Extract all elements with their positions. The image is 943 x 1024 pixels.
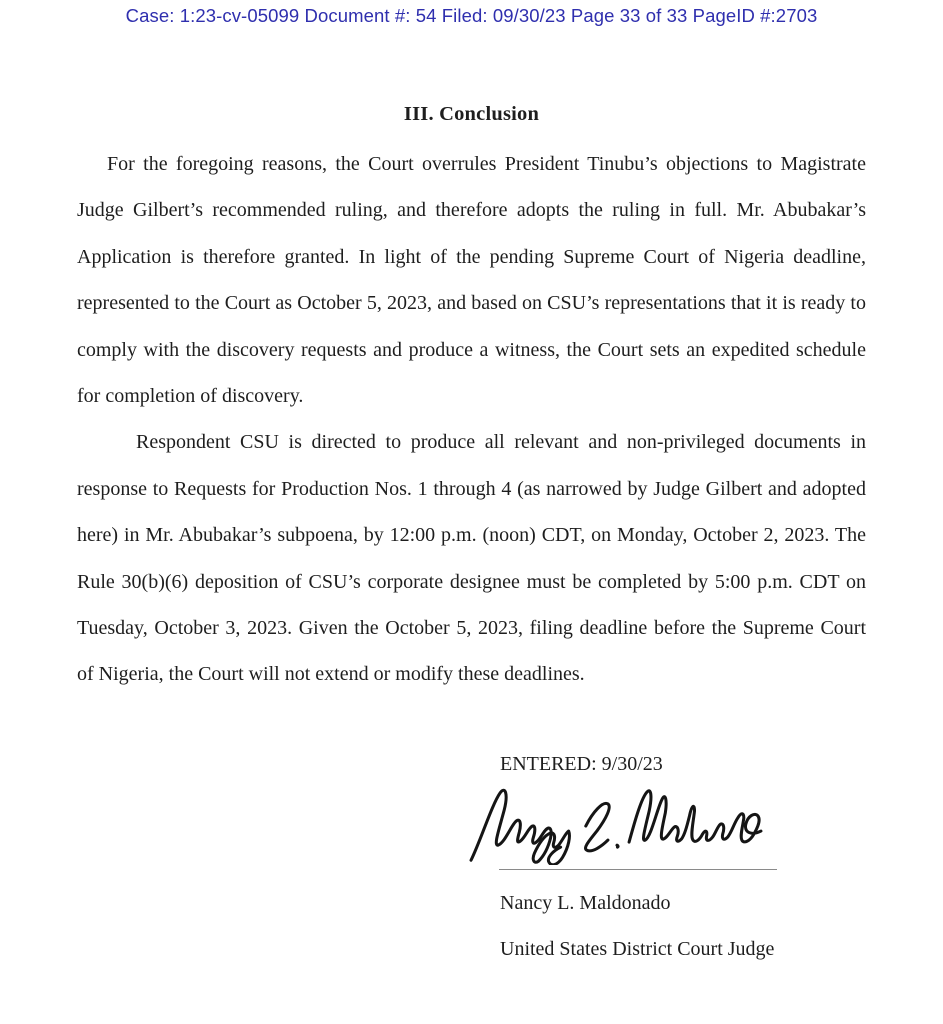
signature-line [499,869,777,870]
body-line: Application is therefore granted. In light of the pending Supreme Court of Nigeria deadline, [77,245,866,268]
entered-date: ENTERED: 9/30/23 [500,753,663,775]
body-line: Tuesday, October 3, 2023. Given the October 5, 2023, filing deadline before the Supreme Court [77,617,866,640]
judge-signature-image [468,783,770,865]
body-paragraphs [77,141,866,698]
body-line: here) in Mr. Abubakar’s subpoena, by 12:00 p.m. (noon) CDT, on Monday, October 2, 2023. The [77,524,866,547]
body-line: Respondent CSU is directed to produce all relevant and non-privileged documents in [136,431,866,454]
ecf-header-stamp: Case: 1:23-cv-05099 Document #: 54 Filed: 09/30/23 Page 33 of 33 PageID #:2703 [125,5,818,26]
body-line: Judge Gilbert’s recommended ruling, and therefore adopts the ruling in full. Mr. Abubakar’s [77,199,866,222]
body-line: of Nigeria, the Court will not extend or modify these deadlines. [77,663,585,686]
body-line: for completion of discovery. [77,385,304,408]
judge-name: Nancy L. Maldonado [500,892,671,914]
section-title: III. Conclusion [403,103,540,125]
body-line: For the foregoing reasons, the Court overrules President Tinubu’s objections to Magistrate [107,153,866,175]
body-line: comply with the discovery requests and produce a witness, the Court sets an expedited schedule [77,338,866,361]
body-line: response to Requests for Production Nos. 1 through 4 (as narrowed by Judge Gilbert and adopted [77,477,866,500]
body-line: represented to the Court as October 5, 2023, and based on CSU’s representations that it is ready to [77,292,866,315]
judge-title: United States District Court Judge [500,938,775,960]
body-line: Rule 30(b)(6) deposition of CSU’s corporate designee must be completed by 5:00 p.m. CDT on [77,570,866,593]
